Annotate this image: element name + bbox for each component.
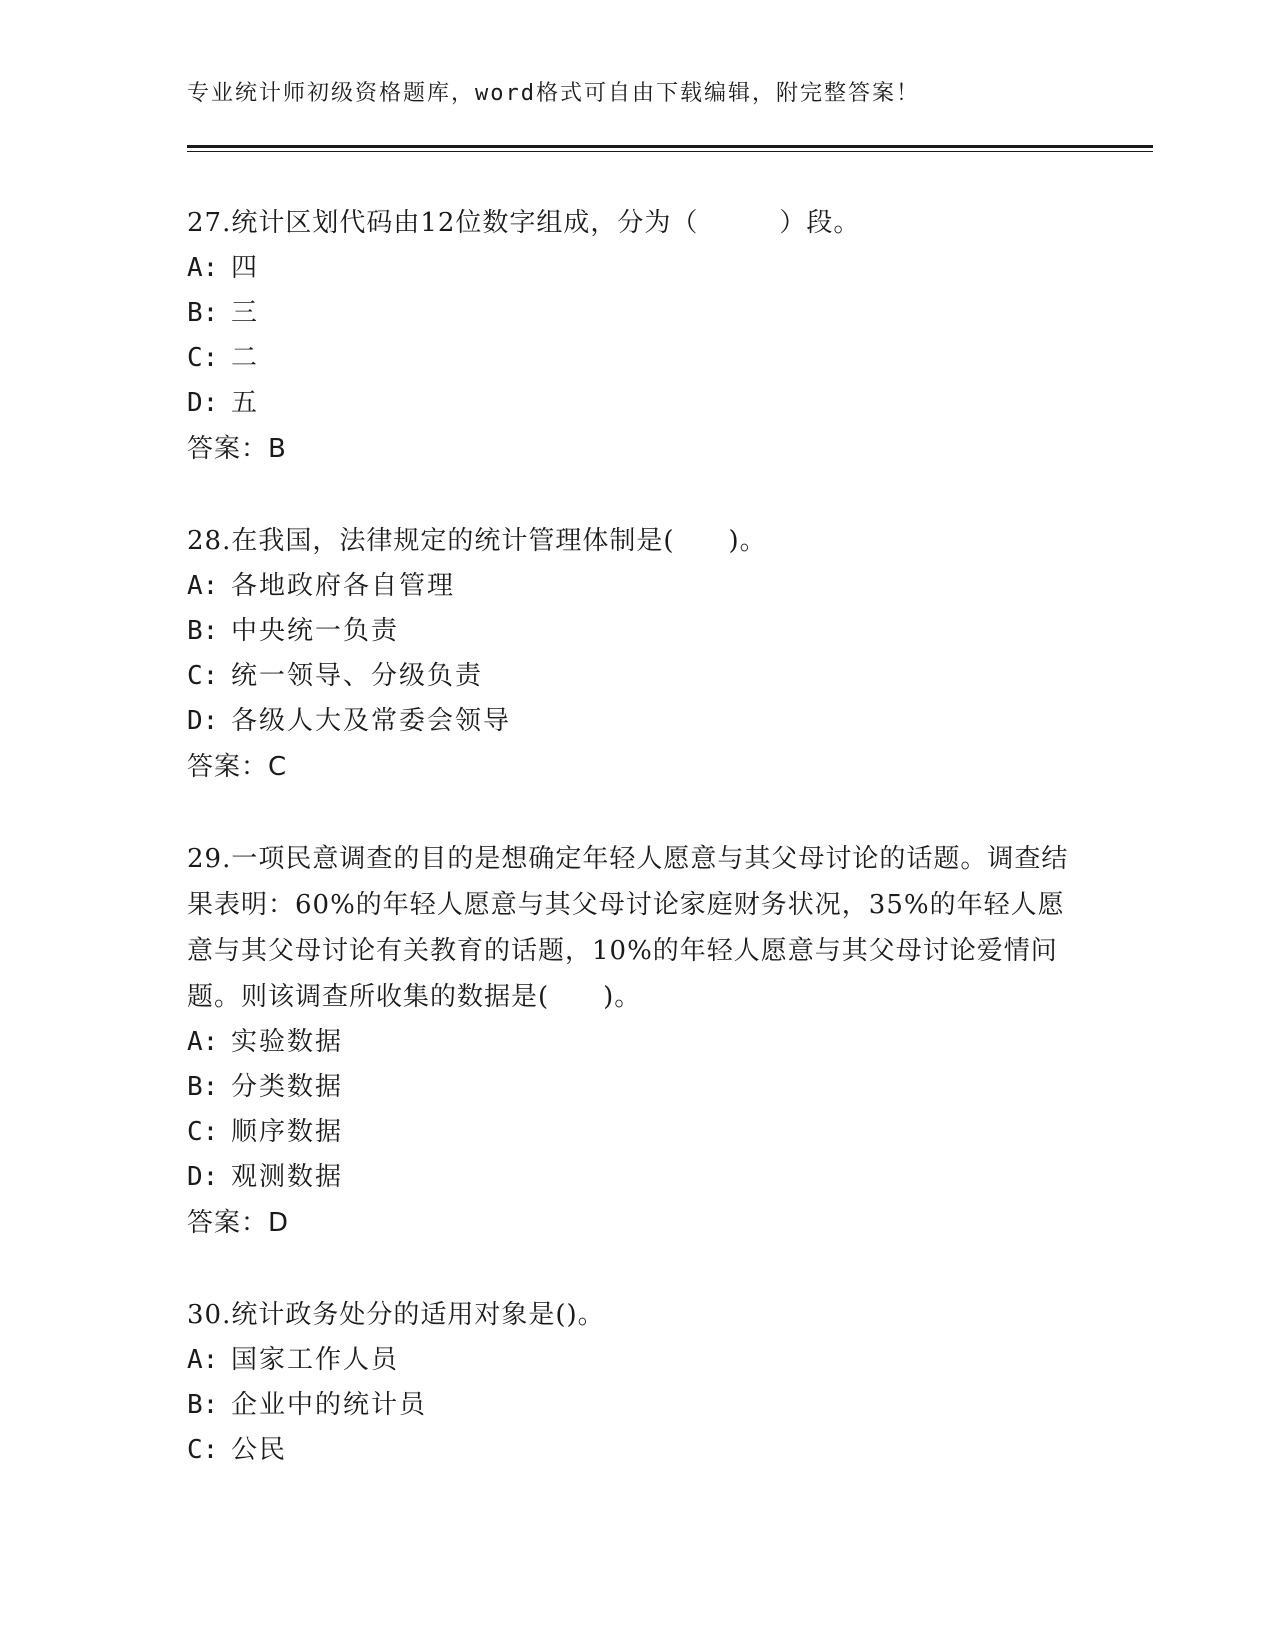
option-letter: B: bbox=[187, 1072, 219, 1102]
option-letter: C: bbox=[187, 1117, 219, 1147]
question-28 bbox=[187, 518, 1087, 790]
option-text: 分类数据 bbox=[231, 1072, 344, 1102]
question-text: 28.在我国，法律规定的统计管理体制是( )。 bbox=[187, 526, 767, 556]
option-b bbox=[187, 1065, 1087, 1110]
option-letter: A: bbox=[187, 1345, 219, 1375]
option-letter: C: bbox=[187, 343, 219, 373]
option-b bbox=[187, 609, 1087, 654]
option-letter: B: bbox=[187, 298, 219, 328]
option-text: 国家工作人员 bbox=[231, 1345, 400, 1375]
option-b bbox=[187, 1383, 1087, 1428]
option-letter: C: bbox=[187, 1435, 219, 1465]
option-text: 统一领导、分级负责 bbox=[231, 661, 484, 691]
option-text: 企业中的统计员 bbox=[231, 1390, 428, 1420]
question-30 bbox=[187, 1292, 1087, 1473]
option-d bbox=[187, 1155, 1087, 1200]
option-c bbox=[187, 1428, 1087, 1473]
question-29 bbox=[187, 836, 1087, 1246]
option-text: 中央统一负责 bbox=[231, 616, 400, 646]
header-rule-thin bbox=[187, 151, 1153, 152]
option-text: 观测数据 bbox=[231, 1162, 344, 1192]
option-text: 公民 bbox=[231, 1435, 288, 1465]
option-c bbox=[187, 336, 1087, 381]
option-d bbox=[187, 381, 1087, 426]
option-letter: A: bbox=[187, 253, 219, 283]
option-letter: A: bbox=[187, 571, 219, 601]
option-text: 各地政府各自管理 bbox=[231, 571, 456, 601]
option-text: 四 bbox=[231, 253, 260, 283]
option-letter: D: bbox=[187, 1162, 219, 1192]
answer-line: 答案：D bbox=[187, 1208, 290, 1238]
option-letter: D: bbox=[187, 706, 219, 736]
page-header: 专业统计师初级资格题库，word格式可自由下载编辑，附完整答案！ bbox=[187, 81, 920, 106]
answer-line: 答案：C bbox=[187, 752, 288, 782]
question-list bbox=[187, 200, 1087, 1519]
option-text: 三 bbox=[231, 298, 260, 328]
option-text: 各级人大及常委会领导 bbox=[231, 706, 512, 736]
option-a bbox=[187, 1338, 1087, 1383]
option-letter: B: bbox=[187, 616, 219, 646]
option-c bbox=[187, 1110, 1087, 1155]
option-a bbox=[187, 1020, 1087, 1065]
option-d bbox=[187, 699, 1087, 744]
question-text: 30.统计政务处分的适用对象是()。 bbox=[187, 1300, 605, 1330]
option-letter: C: bbox=[187, 661, 219, 691]
header-rule-thick bbox=[187, 145, 1153, 148]
question-text: 29.一项民意调查的目的是想确定年轻人愿意与其父母讨论的话题。调查结果表明：60%的年轻人愿意与其父母讨论家庭财务状况，35%的年轻人愿意与其父母讨论有关教育的话题，10%的年轻人愿意与其父母讨论爱情问题。则该调查所收集的数据是( )。 bbox=[187, 844, 1069, 1012]
option-a bbox=[187, 564, 1087, 609]
option-letter: B: bbox=[187, 1390, 219, 1420]
option-text: 五 bbox=[231, 388, 260, 418]
option-text: 二 bbox=[231, 343, 260, 373]
question-27 bbox=[187, 200, 1087, 472]
option-b bbox=[187, 291, 1087, 336]
option-text: 顺序数据 bbox=[231, 1117, 344, 1147]
option-letter: A: bbox=[187, 1027, 219, 1057]
question-text: 27.统计区划代码由12位数字组成，分为（ ）段。 bbox=[187, 208, 861, 238]
option-text: 实验数据 bbox=[231, 1027, 344, 1057]
answer-line: 答案：B bbox=[187, 434, 287, 464]
option-a bbox=[187, 246, 1087, 291]
option-letter: D: bbox=[187, 388, 219, 418]
option-c bbox=[187, 654, 1087, 699]
